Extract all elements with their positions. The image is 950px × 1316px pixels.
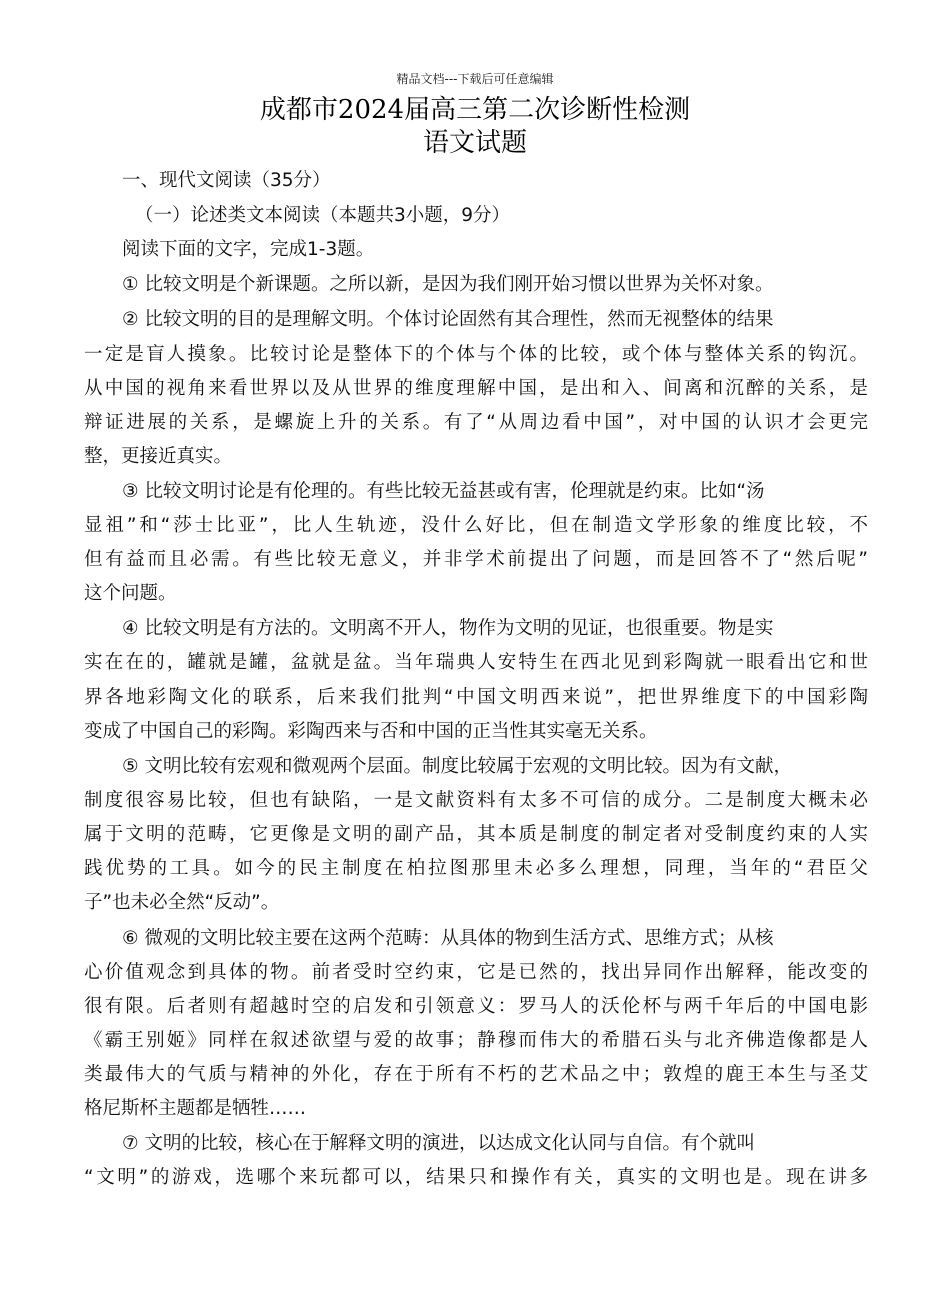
paragraph-line: 变成了中国自己的彩陶。彩陶西来与否和中国的正当性其实毫无关系。 — [84, 721, 658, 742]
paragraph-line: 制度很容易比较，但也有缺陷，一是文献资料有太多不可信的成分。二是制度大概未必 — [84, 790, 868, 811]
paragraph-line: 《霸王别姬》同样在叙述欲望与爱的故事；静穆而伟大的希腊石头与北齐佛造像都是人 — [84, 1030, 868, 1051]
paragraph-line: 类最伟大的气质与精神的外化，存在于所有不朽的艺术品之中；敦煌的鹿王本生与圣艾 — [84, 1064, 868, 1085]
paragraph-line: ⑥ 微观的文明比较主要在这两个范畴：从具体的物到生活方式、思维方式；从核 — [122, 928, 774, 949]
paragraph-line: ⑦ 文明的比较，核心在于解释文明的演进，以达成文化认同与自信。有个就叫 — [122, 1133, 755, 1154]
paragraph-line: ① 比较文明是个新课题。之所以新，是因为我们刚开始习惯以世界为关怀对象。 — [122, 274, 774, 295]
section-heading: 一、现代文阅读（35分） — [122, 170, 331, 191]
paragraph-line: 这个问题。 — [84, 583, 177, 604]
paragraph-line: 践优势的工具。如今的民主制度在柏拉图那里未必多么理想，同理，当年的“君臣父 — [84, 858, 868, 879]
paragraph-line: 实在在的，罐就是罐，盆就是盆。当年瑞典人安特生在西北见到彩陶就一眼看出它和世 — [84, 652, 868, 673]
paragraph-line: ② 比较文明的目的是理解文明。个体讨论固然有其合理性，然而无视整体的结果 — [122, 309, 774, 330]
subsection-heading: （一）论述类文本阅读（本题共3小题，9分） — [135, 205, 511, 226]
page-title: 成都市2024届高三第二次诊断性检测 — [259, 95, 691, 125]
paragraph-line: ⑤ 文明比较有宏观和微观两个层面。制度比较属于宏观的文明比较。因为有文献， — [122, 756, 792, 777]
header-note: 精品文档---下载后可任意编辑 — [396, 72, 554, 86]
paragraph-line: ③ 比较文明讨论是有伦理的。有些比较无益甚或有害，伦理就是约束。比如“汤 — [122, 481, 765, 502]
paragraph-line: 从中国的视角来看世界以及从世界的维度理解中国，是出和入、间离和沉醉的关系，是 — [84, 378, 868, 399]
paragraph-line: “文明”的游戏，选哪个来玩都可以，结果只和操作有关，真实的文明也是。现在讲多 — [84, 1167, 868, 1188]
paragraph-line: ④ 比较文明是有方法的。文明离不开人，物作为文明的见证，也很重要。物是实 — [122, 618, 774, 639]
paragraph-line: 属于文明的范畴，它更像是文明的副产品，其本质是制度的制定者对受制度约束的人实 — [84, 824, 868, 845]
paragraph-line: 很有限。后者则有超越时空的启发和引领意义：罗马人的沃伦杯与两千年后的中国电影 — [84, 996, 868, 1017]
paragraph-line: 但有益而且必需。有些比较无意义，并非学术前提出了问题，而是回答不了“然后呢” — [84, 549, 868, 570]
paragraph-line: 心价值观念到具体的物。前者受时空约束，它是已然的，找出异同作出解释，能改变的 — [84, 962, 868, 983]
paragraph-line: 辩证进展的关系，是螺旋上升的关系。有了“从周边看中国”，对中国的认识才会更完 — [84, 412, 868, 433]
instruction-text: 阅读下面的文字，完成1-3题。 — [122, 239, 375, 260]
paragraph-line: 格尼斯杯主题都是牺牲…… — [84, 1098, 307, 1119]
page-subtitle: 语文试题 — [422, 128, 527, 158]
paragraph-line: 界各地彩陶文化的联系，后来我们批判“中国文明西来说”，把世界维度下的中国彩陶 — [84, 687, 868, 708]
paragraph-line: 显祖”和“莎士比亚”，比人生轨迹，没什么好比，但在制造文学形象的维度比较，不 — [84, 515, 868, 536]
paragraph-line: 子”也未必全然“反动”。 — [84, 892, 280, 913]
paragraph-line: 整，更接近真实。 — [84, 446, 233, 467]
paragraph-line: 一定是盲人摸象。比较讨论是整体下的个体与个体的比较，或个体与整体关系的钩沉。 — [84, 344, 868, 365]
